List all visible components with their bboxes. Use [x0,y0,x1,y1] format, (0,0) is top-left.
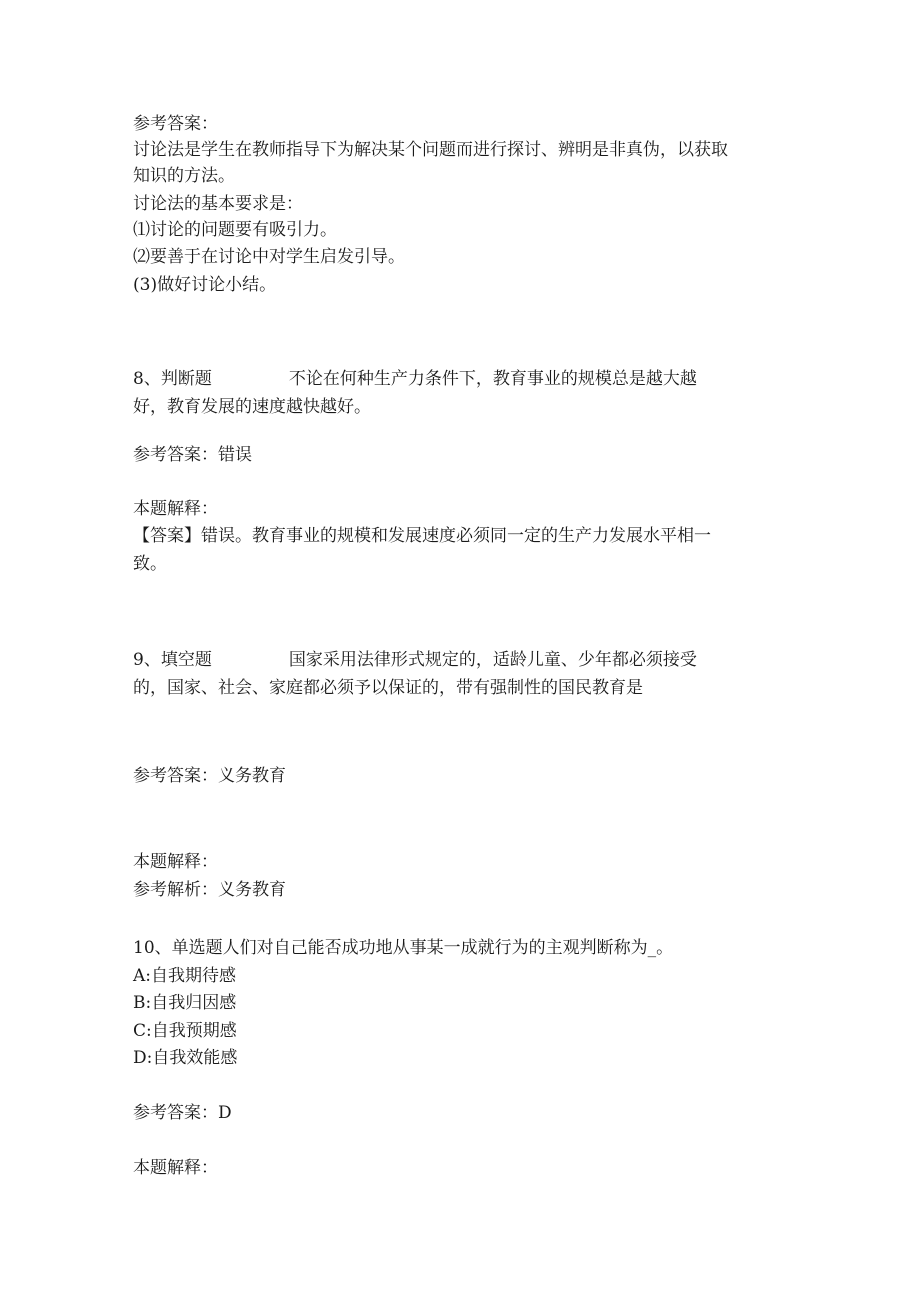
q8-number: 8、 [133,369,161,389]
q8-explain-label: 本题解释： [133,499,218,519]
q10-option-d: D:自我效能感 [133,1048,238,1068]
q10-option-c: C:自我预期感 [133,1021,237,1041]
q10-option-a: A:自我期待感 [133,966,237,986]
q7-answer-line-3: 讨论法的基本要求是： [133,194,303,214]
q9-stem-line-1 [133,648,697,672]
q7-answer-line-2: 知识的方法。 [133,166,235,186]
q7-answer-label: 参考答案： [133,114,218,134]
q9-type: 填空题 [160,650,212,670]
q10-option-b: B:自我归因感 [133,993,237,1013]
q7-answer-line-1: 讨论法是学生在教师指导下为解决某个问题而进行探讨、辨明是非真伪，以获取 [133,140,728,160]
q8-type: 判断题 [160,369,212,389]
q9-number: 9、 [133,650,161,670]
q8-stem-line-1 [133,367,697,391]
q8-stem-line-2: 好，教育发展的速度越快越好。 [133,397,371,417]
q7-answer-line-4: ⑴讨论的问题要有吸引力。 [133,220,337,240]
q7-answer-line-6: (3)做好讨论小结。 [133,275,277,295]
q10-answer: 参考答案：D [133,1103,232,1123]
q9-explain-text: 参考解析：义务教育 [133,880,286,900]
q9-explain-label: 本题解释： [133,852,218,872]
q9-answer: 参考答案：义务教育 [133,766,286,786]
q9-stem: 国家采用法律形式规定的，适龄儿童、少年都必须接受 [288,650,697,670]
q10-stem: 10、单选题人们对自己能否成功地从事某一成就行为的主观判断称为_。 [133,938,674,958]
q8-stem: 不论在何种生产力条件下，教育事业的规模总是越大越 [288,369,697,389]
q9-stem-line-2: 的，国家、社会、家庭都必须予以保证的，带有强制性的国民教育是 [133,678,643,698]
q8-explain-line-2: 致。 [133,554,167,574]
q8-answer: 参考答案：错误 [133,445,252,465]
q10-explain-label: 本题解释： [133,1158,218,1178]
q8-explain-line-1: 【答案】错误。教育事业的规模和发展速度必须同一定的生产力发展水平相一 [133,526,711,546]
q7-answer-line-5: ⑵要善于在讨论中对学生启发引导。 [133,247,405,267]
